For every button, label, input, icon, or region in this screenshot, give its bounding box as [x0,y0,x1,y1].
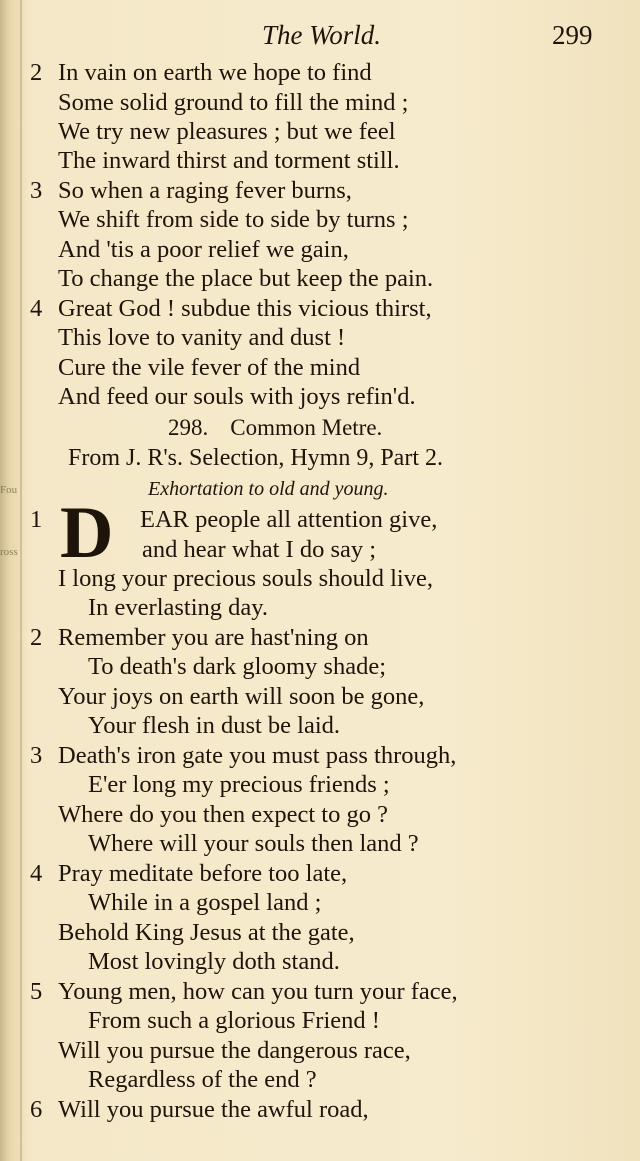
gutter-fragment: ross [0,546,18,558]
verse-line: Most lovingly doth stand. [88,948,340,975]
verse-line: Where do you then expect to go ? [58,801,388,828]
page-number: 299 [552,20,593,50]
verse-line: Your joys on earth will soon be gone, [58,683,425,710]
verse-line: E'er long my precious friends ; [88,771,390,798]
verse-line: Pray meditate before too late, [58,860,348,887]
hymn-heading [168,413,382,442]
stanza-number: 4 [30,860,43,887]
stanza-number: 1 [30,506,43,533]
verse-line: The inward thirst and torment still. [58,147,400,174]
stanza-number: 2 [30,59,43,86]
hymn-number: 298. [168,415,209,440]
verse-line: In everlasting day. [88,594,269,621]
verse-line: And feed our souls with joys refin'd. [58,383,416,410]
verse-line: In vain on earth we hope to find [58,59,372,86]
stanza-number: 3 [30,177,43,204]
verse-line: Will you pursue the awful road, [58,1096,369,1123]
verse-line: Behold King Jesus at the gate, [58,919,355,946]
verse-line: EAR people all attention give, [140,506,438,533]
binding-gutter [20,0,22,1161]
stanza-number: 3 [30,742,43,769]
verse-line: This love to vanity and dust ! [58,324,346,351]
gutter-fragment: Fou [0,484,18,496]
verse-line: To death's dark gloomy shade; [88,653,386,680]
verse-line: While in a gospel land ; [88,889,322,916]
hymn-subtitle: Exhortation to old and young. [148,478,389,500]
hymn-metre: Common Metre. [230,415,383,440]
stanza-number: 5 [30,978,43,1005]
verse-line: I long your precious souls should live, [58,565,433,592]
stanza-number: 2 [30,624,43,651]
verse-line: So when a raging fever burns, [58,177,352,204]
verse-line: Death's iron gate you must pass through, [58,742,457,769]
verse-line: From such a glorious Friend ! [88,1007,380,1034]
verse-line: We shift from side to side by turns ; [58,206,409,233]
verse-line: Young men, how can you turn your face, [58,978,458,1005]
verse-line: Great God ! subdue this vicious thirst, [58,295,432,322]
verse-line: Cure the vile fever of the mind [58,354,361,381]
drop-cap: D [60,492,114,574]
verse-line: Some solid ground to fill the mind ; [58,89,409,116]
stanza-number: 4 [30,295,43,322]
verse-line: Will you pursue the dangerous race, [58,1037,411,1064]
verse-line: Where will your souls then land ? [88,830,419,857]
verse-line: We try new pleasures ; but we feel [58,118,396,145]
verse-line: Remember you are hast'ning on [58,624,369,651]
verse-line: Your flesh in dust be laid. [88,712,341,739]
verse-line: Regardless of the end ? [88,1066,317,1093]
page-header [0,18,640,52]
running-head: The World. [262,20,382,50]
verse-line: To change the place but keep the pain. [58,265,434,292]
stanza-number: 6 [30,1096,43,1123]
hymn-source: From J. R's. Selection, Hymn 9, Part 2. [68,445,443,471]
verse-line: And 'tis a poor relief we gain, [58,236,349,263]
verse-line: and hear what I do say ; [142,536,377,563]
